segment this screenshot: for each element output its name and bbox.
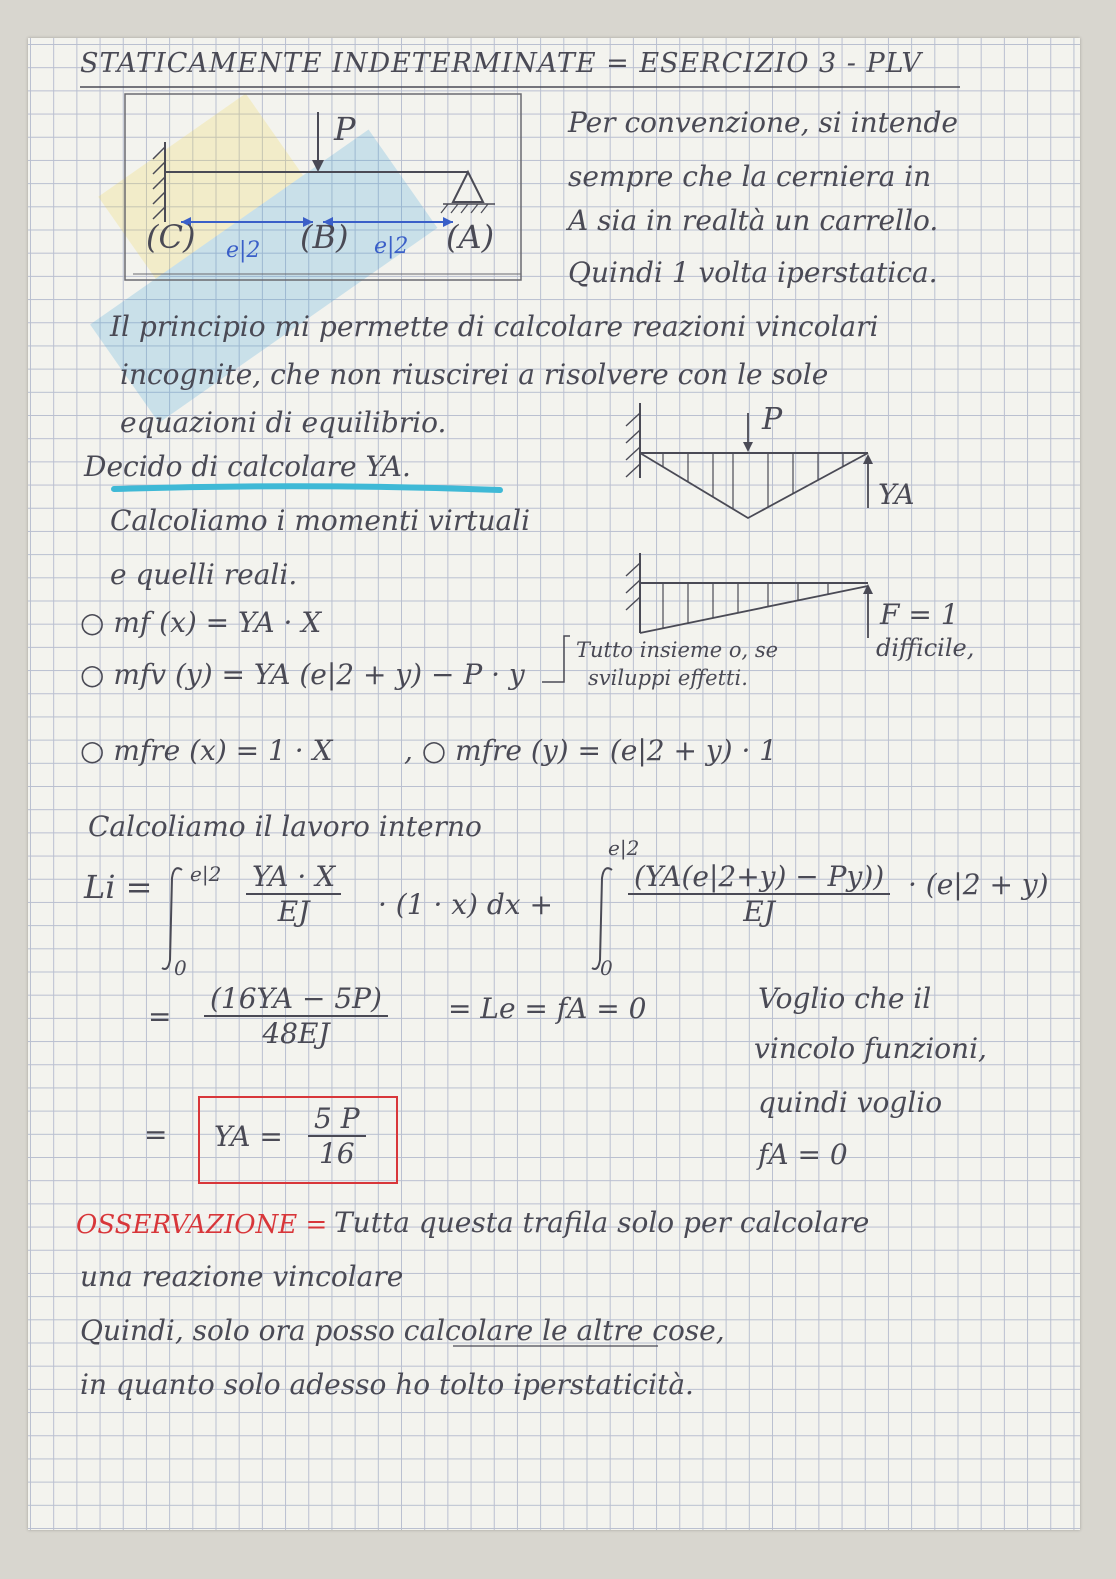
integral-2-lower-limit: 0 <box>600 956 613 980</box>
answer-denominator: 16 <box>318 1137 355 1170</box>
real-load-label: P <box>762 402 783 437</box>
side-note-line-2: vincolo funzioni, <box>754 1032 987 1065</box>
convention-line-3: A sia in realtà un carrello. <box>568 204 939 237</box>
title-underline <box>80 84 980 90</box>
decision-text: Decido di calcolare YA. <box>84 450 411 483</box>
convention-line-4: Quindi 1 volta iperstatica. <box>568 256 938 289</box>
convention-line-2: sempre che la cerniera in <box>568 160 932 193</box>
moment-virtual-x: ○ mfre (x) = 1 · X <box>80 734 333 767</box>
side-note-line-3: quindi voglio <box>758 1086 943 1119</box>
integral-2-tail: · (e|2 + y) <box>908 868 1049 901</box>
answer-numerator: 5 P <box>308 1102 366 1137</box>
result-rest: = Le = fA = 0 <box>448 992 647 1025</box>
span-ba-label: e|2 <box>374 234 409 259</box>
beam-load-label: P <box>334 110 356 148</box>
convention-line-1: Per convenzione, si intende <box>568 106 958 139</box>
point-c-label: (C) <box>146 218 196 256</box>
page-title: STATICAMENTE INDETERMINATE = ESERCIZIO 3 - PLV <box>80 48 922 79</box>
observation-line-1: Tutta questa trafila solo per calcolare <box>334 1206 870 1239</box>
observation-line-4: in quanto solo adesso ho tolto iperstaticità. <box>80 1368 694 1401</box>
result-fraction <box>204 982 388 1050</box>
posso-underline <box>453 1343 663 1349</box>
observation-line-2: una reazione vincolare <box>80 1260 404 1293</box>
point-b-label: (B) <box>300 218 349 256</box>
term-2-numerator: (YA(e|2+y) − Py)) <box>628 860 890 895</box>
result-numerator: (16YA − 5P) <box>204 982 388 1017</box>
bracket-mark <box>538 630 572 686</box>
decision-highlight <box>108 482 508 496</box>
answer-equals: = <box>144 1118 168 1151</box>
integral-1-term <box>246 860 341 928</box>
answer-fraction <box>308 1102 366 1170</box>
span-cb-label: e|2 <box>226 238 261 263</box>
together-note-1: Tutto insieme o, se <box>576 638 779 662</box>
observation-label: OSSERVAZIONE = <box>76 1210 328 1240</box>
result-equals: = <box>148 1000 172 1033</box>
term-1-denominator: EJ <box>277 895 310 928</box>
moment-real-x: ○ mf (x) = YA · X <box>80 606 322 639</box>
answer-lhs: YA = <box>214 1120 283 1153</box>
internal-work-lhs: Li = <box>84 868 153 906</box>
result-denominator: 48EJ <box>262 1017 330 1050</box>
side-note-line-4: fA = 0 <box>758 1138 848 1171</box>
unit-force-label: F = 1 <box>880 598 959 631</box>
moments-intro-line-1: Calcoliamo i momenti virtuali <box>110 504 531 537</box>
principle-line-3: equazioni di equilibrio. <box>120 406 447 439</box>
reaction-ya-label: YA <box>878 478 915 511</box>
moments-intro-line-2: e quelli reali. <box>110 558 298 591</box>
principle-line-1: Il principio mi permette di calcolare reazioni vincolari <box>110 310 879 343</box>
moment-virtual-y: , ○ mfre (y) = (e|2 + y) · 1 <box>404 734 778 767</box>
notebook-page <box>28 38 1080 1530</box>
term-1-numerator: YA · X <box>246 860 341 895</box>
integral-1-lower-limit: 0 <box>174 956 187 980</box>
integral-2-term <box>628 860 890 928</box>
observation-line-3: Quindi, solo ora posso calcolare le altre cose, <box>80 1314 725 1347</box>
difficult-note: difficile, <box>876 634 975 662</box>
integral-2-upper-limit: e|2 <box>608 836 640 860</box>
moment-real-y: ○ mfv (y) = YA (e|2 + y) − P · y <box>80 658 525 691</box>
virtual-moment-diagram <box>618 548 918 643</box>
integral-1-tail: · (1 · x) dx + <box>378 888 553 921</box>
side-note-line-1: Voglio che il <box>758 982 932 1015</box>
integral-1-upper-limit: e|2 <box>190 862 222 886</box>
term-2-denominator: EJ <box>743 895 775 928</box>
point-a-label: (A) <box>446 218 495 256</box>
principle-line-2: incognite, che non riuscirei a risolvere con le sole <box>120 358 829 391</box>
together-note-2: sviluppi effetti. <box>588 666 748 690</box>
internal-work-intro: Calcoliamo il lavoro interno <box>88 810 482 843</box>
